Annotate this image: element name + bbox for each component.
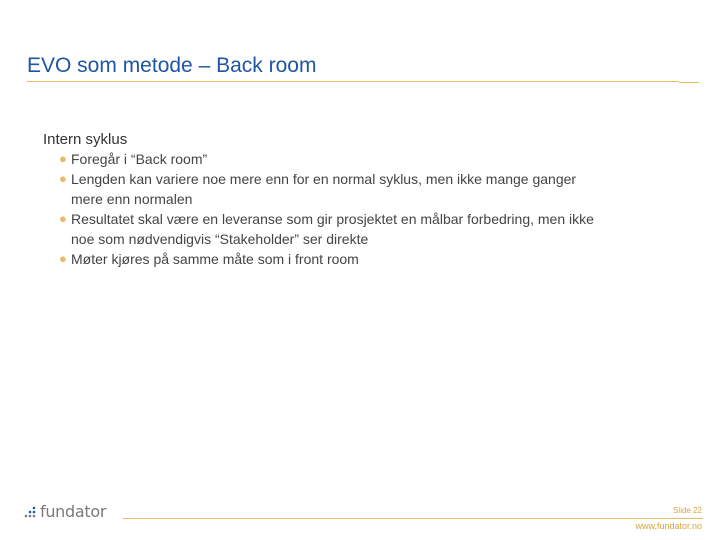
bullet-dot-icon: ●	[59, 211, 67, 226]
bullet-text-continued: mere enn normalen	[71, 191, 193, 207]
fundator-logo	[24, 502, 106, 522]
bullet-item	[59, 149, 683, 169]
bullet-item	[59, 209, 683, 249]
bullet-dot-icon: ●	[59, 151, 67, 166]
bullet-list	[43, 149, 683, 269]
bullet-item	[59, 169, 683, 209]
website-link[interactable]: www.fundator.no	[635, 521, 702, 531]
bullet-item	[59, 249, 683, 269]
slide-title: EVO som metode – Back room	[27, 54, 317, 77]
bullet-text: Foregår i “Back room”	[71, 151, 208, 167]
title-divider	[27, 81, 679, 82]
slide-number: Slide 22	[673, 506, 702, 515]
bullet-text: Lengden kan variere noe mere enn for en normal syklus, men ikke mange ganger	[71, 171, 577, 187]
logo-wordmark: fundator	[40, 502, 107, 521]
bullet-text: Møter kjøres på samme måte som i front room	[71, 251, 359, 267]
bullet-dot-icon: ●	[59, 251, 67, 266]
slide-body	[43, 130, 683, 269]
footer-divider	[123, 518, 703, 519]
section-heading: Intern syklus	[43, 131, 128, 148]
bullet-dot-icon: ●	[59, 171, 67, 186]
bullet-text-continued: noe som nødvendigvis “Stakeholder” ser direkte	[71, 231, 369, 247]
title-divider-tail	[679, 82, 699, 83]
logo-dots-icon	[24, 506, 38, 518]
bullet-text: Resultatet skal være en leveranse som gir prosjektet en målbar forbedring, men ikke	[71, 211, 594, 227]
